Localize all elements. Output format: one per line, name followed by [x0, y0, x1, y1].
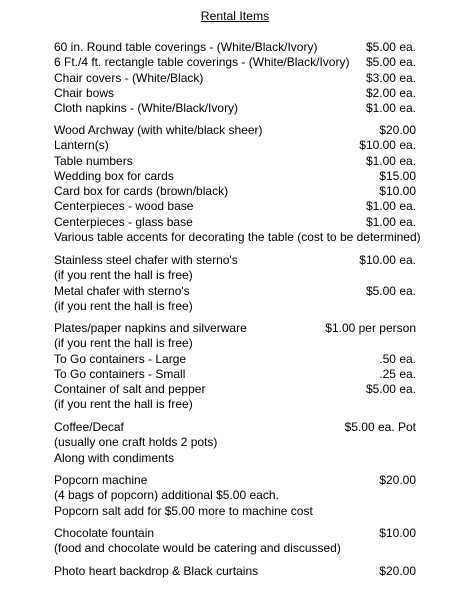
item-name: Metal chafer with sterno's	[54, 283, 190, 298]
item-price: .50 ea.	[379, 351, 416, 366]
item-price: $1.00 per person	[325, 321, 416, 335]
item-price: $1.00 ea.	[365, 214, 416, 229]
list-item	[54, 184, 416, 199]
section-table-linens	[54, 40, 416, 116]
section-decor	[54, 123, 421, 245]
list-item	[54, 504, 416, 519]
item-price: $5.00 ea.	[365, 40, 416, 54]
item-name: Container of salt and pepper	[54, 382, 206, 397]
list-item	[54, 101, 416, 116]
item-price: $5.00 ea. Pot	[344, 420, 416, 434]
section-tableware	[54, 321, 416, 413]
list-item	[54, 526, 416, 541]
section-coffee	[54, 420, 416, 466]
item-name: 6 Ft./4 ft. rectangle table coverings - (White/Black/Ivory)	[54, 55, 350, 70]
item-price: $5.00 ea.	[365, 382, 416, 397]
list-item	[54, 420, 416, 435]
section-backdrop	[54, 564, 416, 579]
item-price: $10.00 ea.	[359, 253, 416, 267]
list-item	[54, 40, 416, 55]
item-name: Wood Archway (with white/black sheer)	[54, 123, 263, 137]
item-name: Photo heart backdrop & Black curtains	[54, 564, 259, 578]
list-item	[54, 71, 416, 86]
item-price: .25 ea.	[379, 366, 416, 381]
item-name: Table numbers	[54, 153, 133, 168]
list-item	[54, 473, 416, 488]
item-name: To Go containers - Small	[54, 366, 186, 381]
item-note: Along with condiments	[54, 450, 175, 465]
item-name: Plates/paper napkins and silverware	[54, 321, 247, 335]
item-price: $1.00 ea.	[365, 101, 416, 116]
list-item	[54, 336, 416, 351]
section-chafers	[54, 253, 416, 314]
list-item	[54, 253, 416, 268]
list-item	[54, 284, 416, 299]
item-price: $5.00 ea.	[365, 283, 416, 298]
list-item	[54, 488, 416, 503]
list-item	[54, 199, 416, 214]
item-price: $10.00	[379, 184, 416, 199]
list-item	[54, 123, 416, 138]
item-price: $5.00 ea.	[365, 55, 416, 70]
list-item	[54, 382, 416, 397]
item-price: $20.00	[379, 564, 416, 578]
item-price: $1.00 ea.	[365, 153, 416, 168]
section-chocolate-fountain	[54, 526, 416, 557]
list-item	[54, 352, 416, 367]
item-name: Centerpieces - glass base	[54, 214, 193, 229]
list-item	[54, 451, 416, 466]
list-item	[54, 564, 416, 579]
list-item	[54, 154, 416, 169]
section-popcorn	[54, 473, 416, 519]
item-note: (food and chocolate would be catering and discussed)	[54, 541, 341, 556]
item-name: Chair bows	[54, 85, 115, 100]
list-item	[54, 321, 416, 336]
item-price: $20.00	[379, 473, 416, 487]
item-note: (if you rent the hall is free)	[54, 397, 193, 412]
list-item	[54, 299, 416, 314]
item-note: (usually one craft holds 2 pots)	[54, 435, 218, 450]
list-item	[54, 86, 416, 101]
item-name: Wedding box for cards	[54, 168, 174, 183]
page-title: Rental Items	[200, 9, 270, 23]
item-price: $1.00 ea.	[365, 199, 416, 214]
list-item	[54, 55, 416, 70]
list-item	[54, 169, 416, 184]
item-note: (if you rent the hall is free)	[54, 336, 193, 351]
list-item	[54, 230, 421, 245]
item-name: Stainless steel chafer with sterno's	[54, 253, 238, 267]
item-name: Card box for cards (brown/black)	[54, 184, 229, 199]
item-name: Coffee/Decaf	[54, 420, 124, 434]
item-price: $15.00	[379, 168, 416, 183]
item-name: To Go containers - Large	[54, 351, 187, 366]
list-item	[54, 138, 416, 153]
item-price: $3.00 ea.	[365, 70, 416, 85]
item-note: Popcorn salt add for $5.00 more to machine cost	[54, 503, 313, 518]
item-name: Chocolate fountain	[54, 526, 155, 540]
item-note: (4 bags of popcorn) additional $5.00 each.	[54, 488, 279, 503]
item-note: (if you rent the hall is free)	[54, 298, 193, 313]
item-name: Various table accents for decorating the table (cost to be determined)	[54, 230, 421, 245]
item-note: (if you rent the hall is free)	[54, 268, 193, 283]
list-item	[54, 435, 416, 450]
item-name: Chair covers - (White/Black)	[54, 70, 204, 85]
item-name: Cloth napkins - (White/Black/Ivory)	[54, 101, 239, 116]
item-price: $10.00 ea.	[359, 138, 416, 153]
item-price: $20.00	[379, 123, 416, 137]
item-price: $2.00 ea.	[365, 85, 416, 100]
list-item	[54, 397, 416, 412]
item-name: Popcorn machine	[54, 473, 148, 487]
item-name: Lantern(s)	[54, 138, 109, 153]
item-price: $10.00	[379, 526, 416, 540]
item-name: Centerpieces - wood base	[54, 199, 194, 214]
item-name: 60 in. Round table coverings - (White/Black/Ivory)	[54, 40, 318, 54]
list-item	[54, 215, 416, 230]
list-item	[54, 268, 416, 283]
list-item	[54, 367, 416, 382]
list-item	[54, 541, 416, 556]
